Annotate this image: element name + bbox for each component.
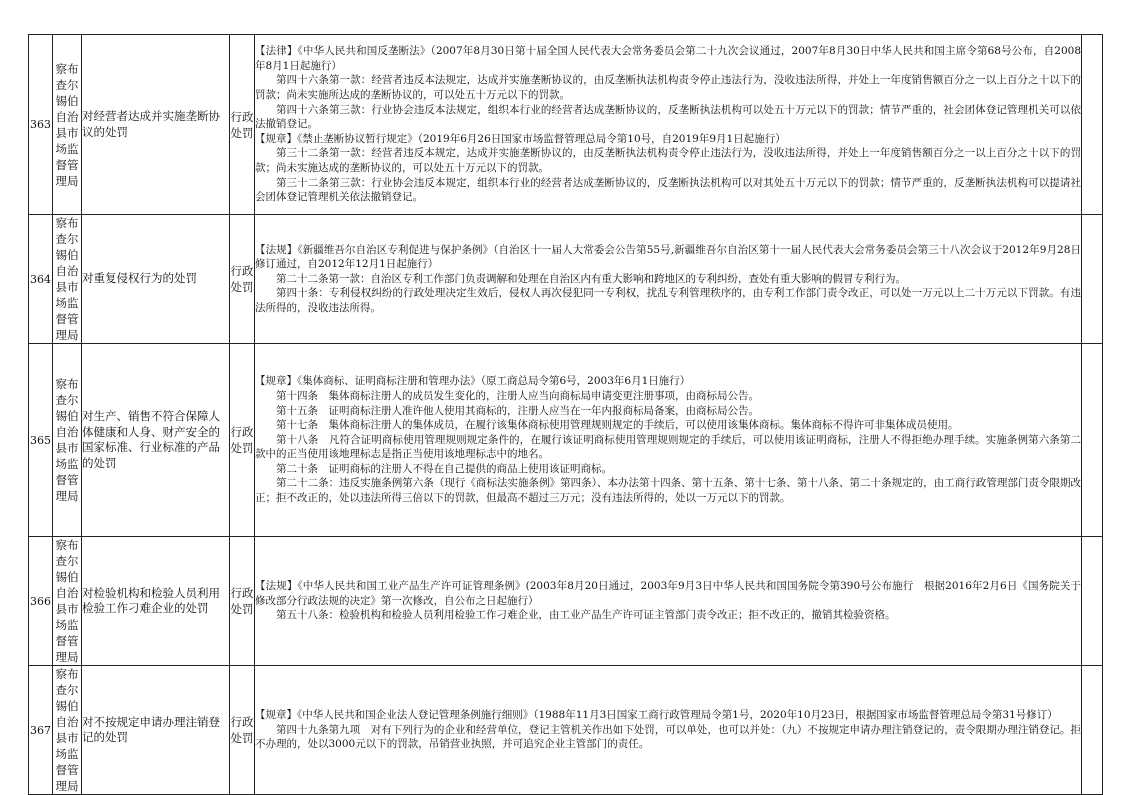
implementing-agency: 察布查尔锡伯自治县市场监督管理局 xyxy=(53,35,82,215)
basis-paragraph: 第五十八条：检验机构和检验人员利用检验工作刁难企业，由工业产品生产许可证主管部门责令改正；拒不改正的，撤销其检验资格。 xyxy=(276,609,896,622)
basis-paragraph: 【法规】《中华人民共和国工业产品生产许可证管理条例》(2003年8月20日通过，2003年9月3日中华人民共和国国务院令第390号公布施行 根据2016年2月6日《国务院关于修改部分行政法规的决定》第一次修改，自公布之日起施行） xyxy=(255,580,1081,607)
basis-paragraph: 第二十条 证明商标的注册人不得在自己提供的商品上使用该证明商标。 xyxy=(276,462,612,475)
row-number: 364 xyxy=(29,215,53,344)
table-row xyxy=(29,35,1103,215)
row-number: 367 xyxy=(29,666,53,795)
row-number: 365 xyxy=(29,344,53,537)
basis-paragraph: 第四十六条第三款：行业协会违反本法规定，组织本行业的经营者达成垄断协议的，反垄断执法机构可以处五十万元以下的罚款；情节严重的，社会团体登记管理机关可以依法撤销登记。 xyxy=(255,103,1081,131)
legal-basis xyxy=(255,344,1082,537)
item-name: 对不按规定申请办理注销登记的处罚 xyxy=(82,666,230,795)
item-name: 对经营者达成并实施垄断协议的处罚 xyxy=(82,35,230,215)
basis-paragraph: 第四十条：专利侵权纠纷的行政处理决定生效后，侵权人再次侵犯同一专利权，扰乱专利管理秩序的，由专利工作部门责令改正，可以处一万元以上二十万元以下罚款。有违法所得的，没收违法所得。 xyxy=(255,287,1081,314)
power-type: 行政处罚 xyxy=(230,35,255,215)
basis-paragraph: 第三十二条第三款：行业协会违反本规定，组织本行业的经营者达成垄断协议的，反垄断执法机构可以对其处五十万元以下的罚款；情节严重的，反垄断执法机构可以提请社会团体登记管理机关依法撤销登记。 xyxy=(255,176,1081,204)
legal-basis xyxy=(255,35,1082,215)
basis-paragraph: 【法律】《中华人民共和国反垄断法》（2007年8月30日第十届全国人民代表大会常务委员会第二十九次会议通过，2007年8月30日中华人民共和国主席令第68号公布，自2008年8月1日起施行） xyxy=(255,45,1081,72)
implementing-agency: 察布查尔锡伯自治县市场监督管理局 xyxy=(53,666,82,795)
implementing-agency: 察布查尔锡伯自治县市场监督管理局 xyxy=(53,537,82,666)
row-number: 366 xyxy=(29,537,53,666)
item-name: 对重复侵权行为的处罚 xyxy=(82,215,230,344)
basis-paragraph: 【规章】《中华人民共和国企业法人登记管理条例施行细则》（1988年11月3日国家工商行政管理局令第1号，2020年10月23日，根据国家市场监督管理总局令第31号修订） xyxy=(255,709,1058,722)
remarks-cell xyxy=(1082,537,1103,666)
basis-paragraph: 【规章】《集体商标、证明商标注册和管理办法》（原工商总局令第6号，2003年6月1日施行） xyxy=(255,375,691,388)
remarks-cell xyxy=(1082,215,1103,344)
table-row xyxy=(29,666,1103,795)
basis-paragraph: 第四十九条第九项 对有下列行为的企业和经营单位，登记主管机关作出如下处罚，可以单处，也可以并处：（九）不按规定申请办理注销登记的，责令限期办理注销登记。拒不办理的，处以3000元以下的罚款，吊销营业执照，并可追究企业主管部门的责任。 xyxy=(255,723,1081,751)
power-type: 行政处罚 xyxy=(230,215,255,344)
power-type: 行政处罚 xyxy=(230,666,255,795)
legal-basis xyxy=(255,666,1082,795)
legal-basis xyxy=(255,537,1082,666)
row-number: 363 xyxy=(29,35,53,215)
power-type: 行政处罚 xyxy=(230,344,255,537)
remarks-cell xyxy=(1082,666,1103,795)
implementing-agency: 察布查尔锡伯自治县市场监督管理局 xyxy=(53,344,82,537)
basis-paragraph: 【法规】《新疆维吾尔自治区专利促进与保护条例》（自治区十一届人大常委会公告第55号,新疆维吾尔自治区第十一届人民代表大会常务委员会第三十八次会议于2012年9月28日修订通过，自2012年12月1日起施行） xyxy=(255,243,1081,271)
basis-paragraph: 【规章】《禁止垄断协议暂行规定》（2019年6月26日国家市场监督管理总局令第10号，自2019年9月1日起施行） xyxy=(255,132,786,145)
basis-paragraph: 第三十二条第一款：经营者违反本规定，达成并实施垄断协议的，由反垄断执法机构责令停止违法行为，没收违法所得，并处上一年度销售额百分之一以上百分之十以下的罚款；尚未实施达成的垄断协议的，可以处五十万元以下的罚款。 xyxy=(255,147,1081,174)
item-name: 对检验机构和检验人员利用检验工作刁难企业的处罚 xyxy=(82,537,230,666)
basis-paragraph: 第四十六条第一款：经营者违反本法规定，达成并实施垄断协议的，由反垄断执法机构责令停止违法行为，没收违法所得，并处上一年度销售额百分之一以上百分之十以下的罚款；尚未实施所达成的垄断协议的，可以处五十万元以下的罚款。 xyxy=(255,74,1081,102)
table-row xyxy=(29,215,1103,344)
remarks-cell xyxy=(1082,344,1103,537)
table-row xyxy=(29,344,1103,537)
basis-paragraph: 第十四条 集体商标注册人的成员发生变化的，注册人应当向商标局申请变更注册事项，由商标局公告。 xyxy=(276,389,759,402)
basis-paragraph: 第二十二条第一款：自治区专利工作部门负责调解和处理在自治区内有重大影响和跨地区的专利纠纷，查处有重大影响的假冒专利行为。 xyxy=(276,272,906,285)
remarks-cell xyxy=(1082,35,1103,215)
basis-paragraph: 第十五条 证明商标注册人准许他人使用其商标的，注册人应当在一年内报商标局备案，由商标局公告。 xyxy=(276,404,759,417)
power-type: 行政处罚 xyxy=(230,537,255,666)
implementing-agency: 察布查尔锡伯自治县市场监督管理局 xyxy=(53,215,82,344)
basis-paragraph: 第二十二条：违反实施条例第六条（现行《商标法实施条例》第四条）、本办法第十四条、第十五条、第十七条、第十八条、第二十条规定的，由工商行政管理部门责令限期改正；拒不改正的，处以违法所得三倍以下的罚款，但最高不超过三万元；没有违法所得的，处以一万元以下的罚款。 xyxy=(255,477,1081,505)
basis-paragraph: 第十八条 凡符合证明商标使用管理规则规定条件的，在履行该证明商标使用管理规则规定的手续后，可以使用该证明商标，注册人不得拒绝办理手续。实施条例第六条第二款中的正当使用该地理标志是指正当使用该地理标志中的地名。 xyxy=(255,433,1081,461)
basis-paragraph: 第十七条 集体商标注册人的集体成员，在履行该集体商标使用管理规则规定的手续后，可以使用该集体商标。集体商标不得许可非集体成员使用。 xyxy=(276,419,959,432)
item-name: 对生产、销售不符合保障人体健康和人身、财产安全的国家标准、行业标准的产品的处罚 xyxy=(82,344,230,537)
legal-basis xyxy=(255,215,1082,344)
authority-table xyxy=(28,34,1103,795)
table-row xyxy=(29,537,1103,666)
